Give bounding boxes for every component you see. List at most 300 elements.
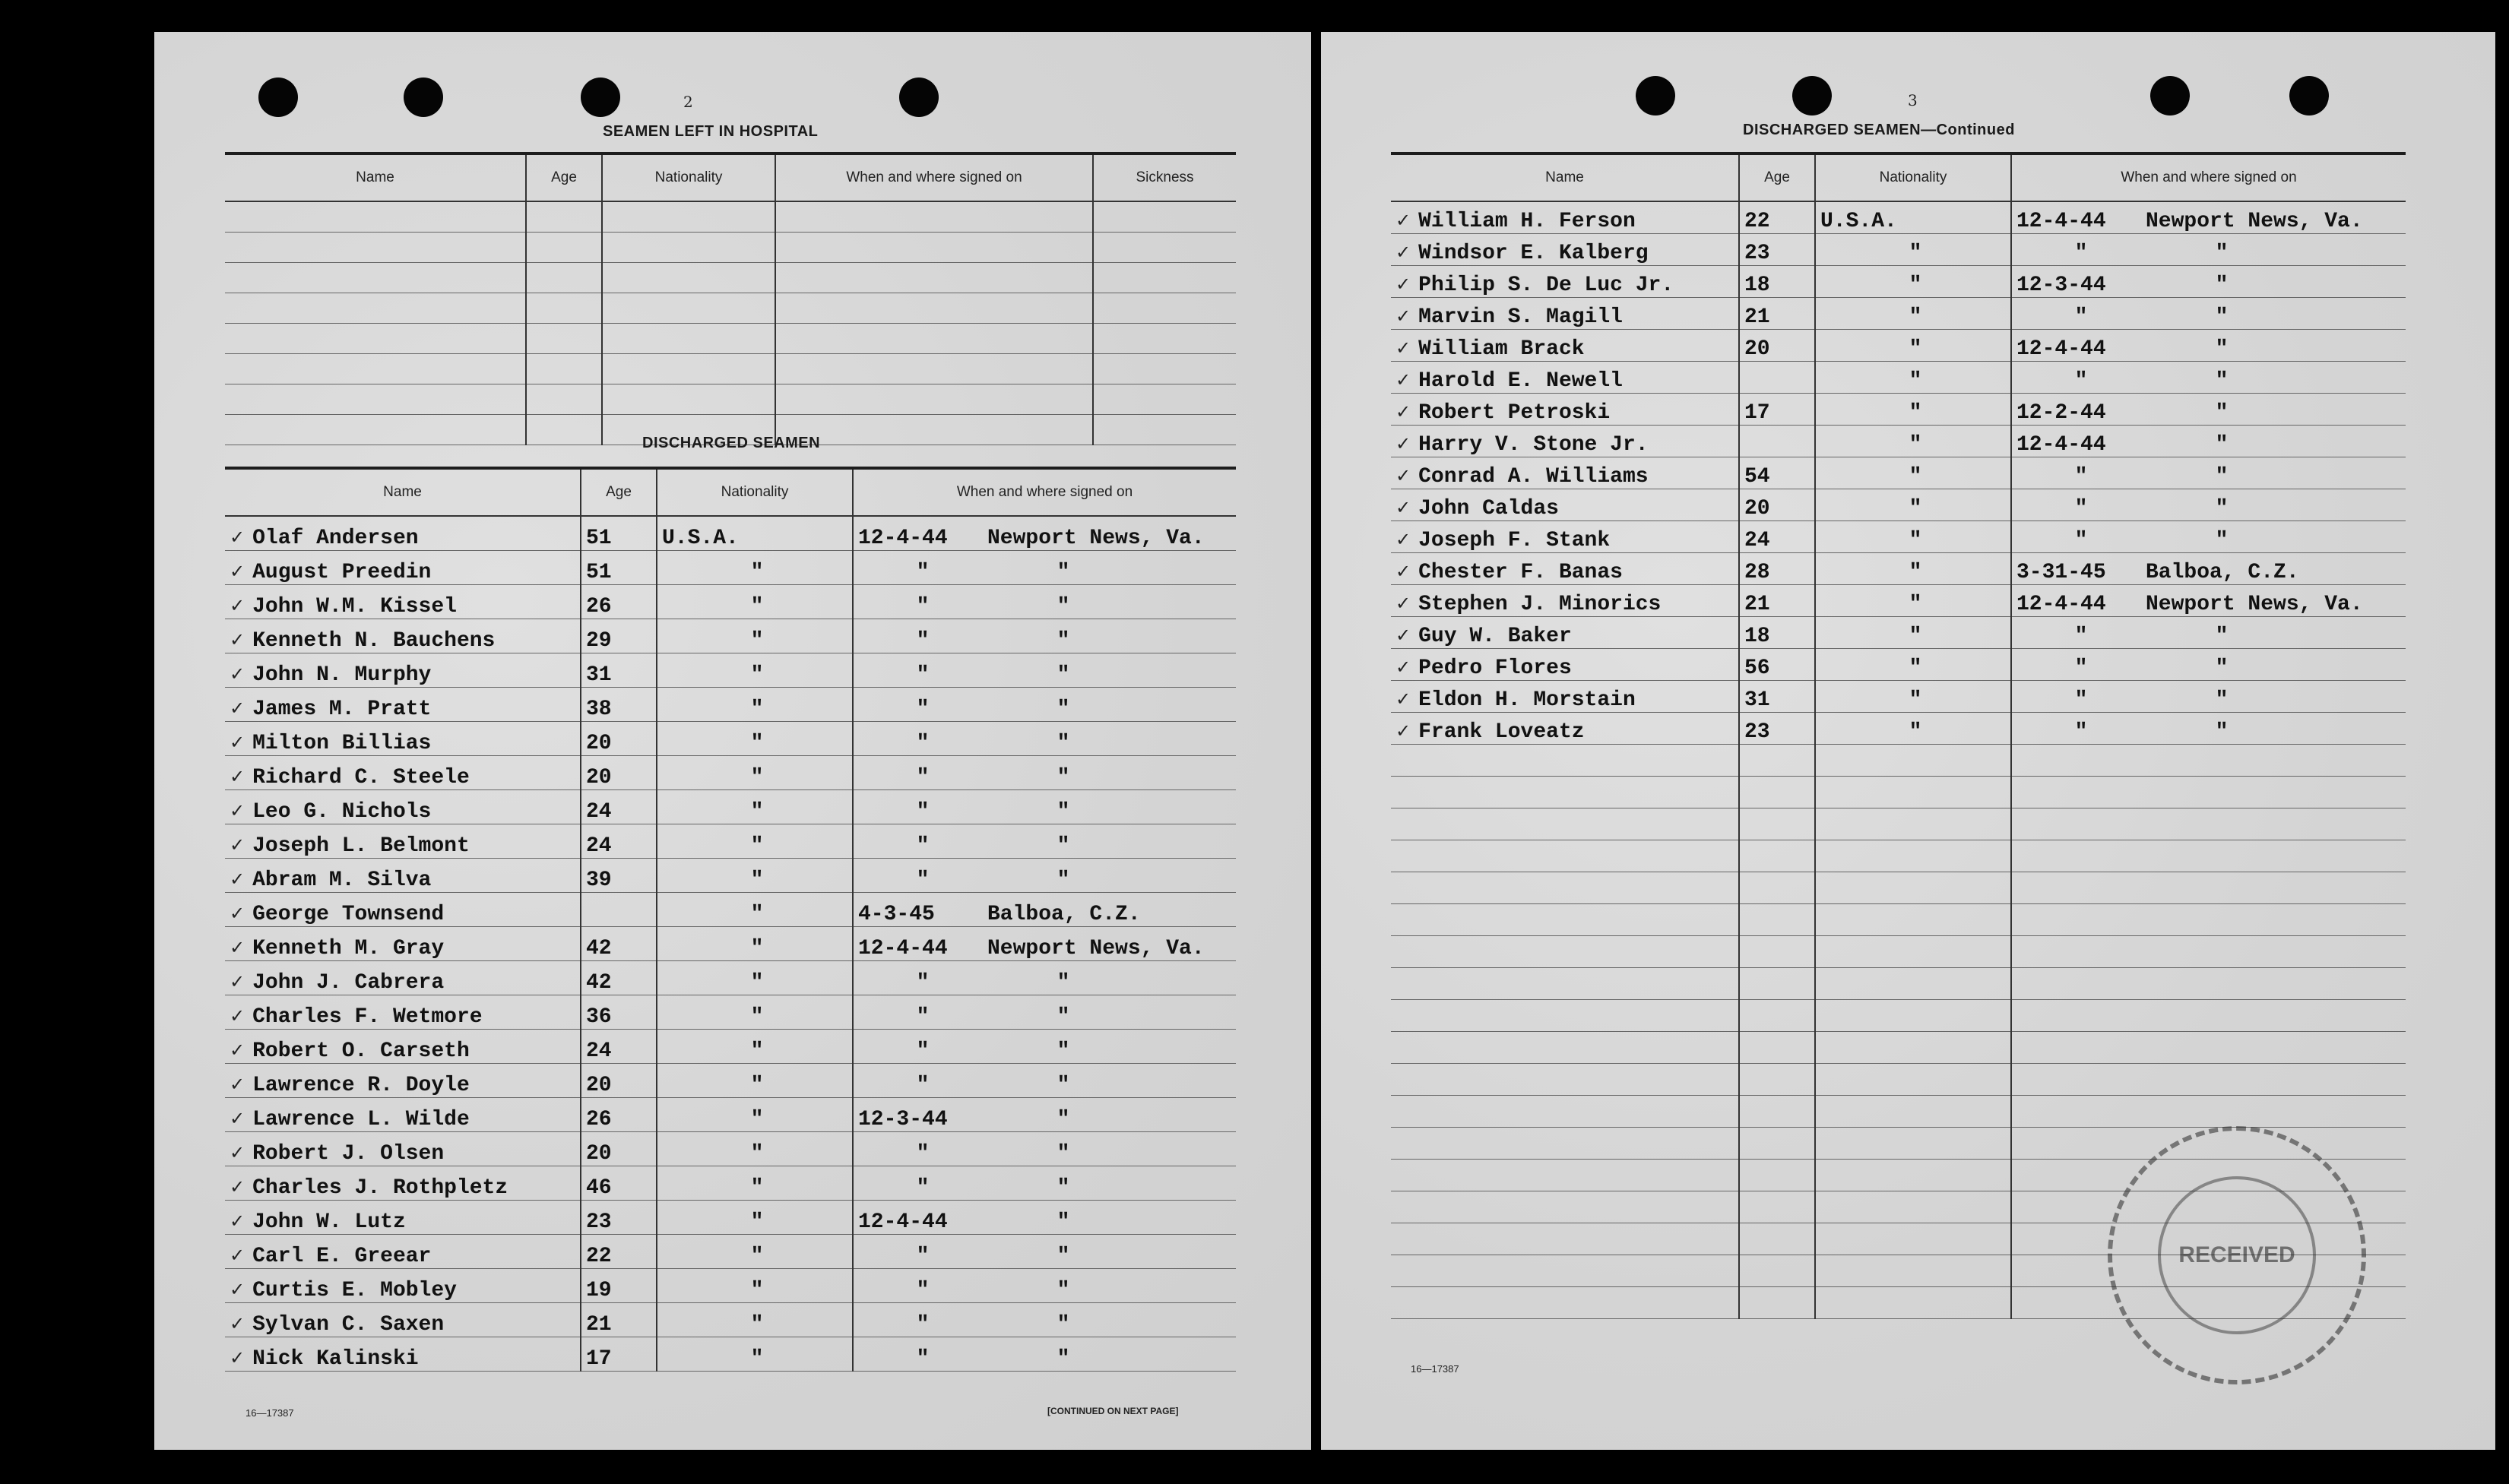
signed-place: Newport News, Va. — [2146, 209, 2363, 233]
blank-cell — [1815, 1223, 2011, 1255]
seaman-name — [225, 1268, 581, 1302]
check-mark-icon: ✓ — [1395, 400, 1411, 422]
signed-on-cell — [853, 858, 1236, 892]
seaman-age: 21 — [581, 1302, 657, 1337]
seaman-name-text: Kenneth N. Bauchens — [252, 628, 496, 653]
check-mark-icon: ✓ — [230, 1039, 246, 1061]
table-row — [225, 1268, 1236, 1302]
signed-date: " — [916, 1039, 930, 1063]
check-mark-icon: ✓ — [1395, 592, 1411, 614]
seaman-nationality: " — [1815, 425, 2011, 457]
seaman-name — [1391, 712, 1739, 744]
signed-date: 12-4-44 — [2016, 592, 2106, 616]
blank-cell — [526, 414, 602, 445]
seaman-nationality: " — [1815, 616, 2011, 648]
seaman-age: 24 — [581, 789, 657, 824]
blank-cell — [602, 323, 775, 353]
blank-cell — [1739, 840, 1815, 872]
blank-cell — [1391, 840, 1739, 872]
check-mark-icon: ✓ — [230, 799, 246, 821]
seaman-name-text: John W.M. Kissel — [252, 594, 457, 619]
seaman-name-text: Conrad A. Williams — [1418, 464, 1649, 489]
signed-date: " — [916, 834, 930, 858]
seaman-name — [1391, 329, 1739, 361]
signed-place: " — [1057, 1244, 1070, 1268]
header-name: Name — [225, 468, 581, 516]
table-row — [225, 1166, 1236, 1200]
seaman-age: 31 — [581, 653, 657, 687]
blank-cell — [225, 384, 526, 414]
seaman-name — [225, 1097, 581, 1131]
signed-on-cell — [2011, 521, 2406, 552]
blank-row — [1391, 903, 2406, 935]
table-row — [1391, 393, 2406, 425]
signed-place: " — [1057, 1175, 1070, 1200]
table-row — [225, 1302, 1236, 1337]
blank-cell — [1391, 1159, 1739, 1191]
signed-date: 12-2-44 — [2016, 400, 2106, 425]
signed-on-cell — [2011, 425, 2406, 457]
seaman-name — [225, 550, 581, 584]
check-mark-icon: ✓ — [1395, 369, 1411, 391]
blank-cell — [1093, 293, 1236, 323]
table-row — [225, 1337, 1236, 1371]
blank-cell — [1391, 967, 1739, 999]
blank-cell — [1815, 903, 2011, 935]
seaman-name-text: George Townsend — [252, 902, 445, 926]
signed-date: " — [916, 1073, 930, 1097]
signed-place: " — [1057, 868, 1070, 892]
signed-on-cell — [2011, 616, 2406, 648]
check-mark-icon: ✓ — [230, 663, 246, 685]
seaman-name-text: James M. Pratt — [252, 697, 432, 721]
seaman-nationality: " — [657, 653, 853, 687]
seaman-name-text: Leo G. Nichols — [252, 799, 432, 824]
blank-cell — [1093, 353, 1236, 384]
header-age: Age — [526, 153, 602, 201]
blank-cell — [775, 201, 1093, 232]
seaman-name — [225, 1131, 581, 1166]
discharged-table-left — [225, 467, 1236, 1372]
seaman-name-text: William H. Ferson — [1418, 209, 1636, 233]
seaman-age: 24 — [581, 824, 657, 858]
seaman-name — [225, 1234, 581, 1268]
header-signed-on: When and where signed on — [775, 153, 1093, 201]
check-mark-icon: ✓ — [230, 1005, 246, 1027]
signed-date: " — [2074, 464, 2088, 489]
signed-date: " — [2074, 720, 2088, 744]
signed-place: " — [2215, 400, 2229, 425]
signed-date: 12-3-44 — [858, 1107, 948, 1131]
seaman-age: 20 — [581, 755, 657, 789]
seaman-age: 42 — [581, 926, 657, 960]
signed-date: " — [916, 1346, 930, 1371]
blank-cell — [1093, 323, 1236, 353]
blank-cell — [526, 293, 602, 323]
seaman-name — [1391, 297, 1739, 329]
signed-on-cell — [2011, 361, 2406, 393]
seaman-name-text: Harold E. Newell — [1418, 369, 1623, 393]
check-mark-icon: ✓ — [1395, 432, 1411, 454]
punch-hole — [1792, 76, 1832, 115]
seaman-name — [225, 1029, 581, 1063]
blank-row — [1391, 935, 2406, 967]
seaman-name-text: Richard C. Steele — [252, 765, 470, 789]
blank-cell — [526, 232, 602, 262]
blank-cell — [1093, 414, 1236, 445]
signed-on-cell — [2011, 648, 2406, 680]
check-mark-icon: ✓ — [230, 1107, 246, 1129]
blank-row — [1391, 999, 2406, 1031]
table-row — [225, 926, 1236, 960]
check-mark-icon: ✓ — [230, 594, 246, 616]
signed-on-cell — [853, 995, 1236, 1029]
seaman-nationality: " — [1815, 457, 2011, 489]
stamp-text: RECEIVED — [2158, 1176, 2316, 1334]
seaman-age: 54 — [1739, 457, 1815, 489]
check-mark-icon: ✓ — [230, 1175, 246, 1198]
check-mark-icon: ✓ — [1395, 528, 1411, 550]
seaman-nationality: " — [657, 960, 853, 995]
signed-date: 12-3-44 — [2016, 273, 2106, 297]
seaman-age: 56 — [1739, 648, 1815, 680]
blank-cell — [1739, 1255, 1815, 1286]
seaman-age: 17 — [581, 1337, 657, 1371]
blank-cell — [1815, 1031, 2011, 1063]
header-nationality: Nationality — [657, 468, 853, 516]
seaman-age: 20 — [1739, 329, 1815, 361]
blank-cell — [775, 262, 1093, 293]
seaman-name-text: Robert O. Carseth — [252, 1039, 470, 1063]
seaman-name — [1391, 521, 1739, 552]
seaman-nationality: " — [657, 619, 853, 653]
seaman-age: 51 — [581, 550, 657, 584]
signed-on-cell — [853, 1337, 1236, 1371]
seaman-age: 22 — [581, 1234, 657, 1268]
signed-place: " — [1057, 1312, 1070, 1337]
blank-cell — [2011, 999, 2406, 1031]
signed-on-cell — [853, 1302, 1236, 1337]
signed-on-cell — [2011, 489, 2406, 521]
table-row — [1391, 425, 2406, 457]
blank-cell — [526, 262, 602, 293]
punch-hole — [1636, 76, 1675, 115]
signed-place: " — [1057, 628, 1070, 653]
blank-cell — [1815, 776, 2011, 808]
signed-date: " — [916, 731, 930, 755]
seaman-age: 20 — [581, 1063, 657, 1097]
seaman-name — [1391, 489, 1739, 521]
seaman-name — [1391, 584, 1739, 616]
blank-cell — [1815, 1127, 2011, 1159]
seaman-name-text: William Brack — [1418, 337, 1585, 361]
signed-date: " — [916, 697, 930, 721]
signed-date: 4-3-45 — [858, 902, 935, 926]
blank-cell — [775, 384, 1093, 414]
seaman-name-text: Kenneth M. Gray — [252, 936, 445, 960]
check-mark-icon: ✓ — [230, 970, 246, 992]
seaman-age: 21 — [1739, 297, 1815, 329]
blank-cell — [1739, 999, 1815, 1031]
blank-cell — [1739, 935, 1815, 967]
check-mark-icon: ✓ — [1395, 656, 1411, 678]
seaman-age: 51 — [581, 516, 657, 550]
right-page — [1321, 32, 2495, 1450]
table-row — [1391, 297, 2406, 329]
seaman-nationality: " — [657, 892, 853, 926]
seaman-nationality: " — [657, 1234, 853, 1268]
signed-date: " — [2074, 369, 2088, 393]
seaman-name — [225, 516, 581, 550]
signed-on-cell — [2011, 329, 2406, 361]
seaman-name-text: John N. Murphy — [252, 663, 432, 687]
blank-cell — [775, 323, 1093, 353]
signed-on-cell — [853, 1029, 1236, 1063]
table-row — [225, 1200, 1236, 1234]
check-mark-icon: ✓ — [1395, 464, 1411, 486]
seaman-name-text: Robert J. Olsen — [252, 1141, 445, 1166]
signed-on-cell — [2011, 393, 2406, 425]
header-nationality: Nationality — [1815, 153, 2011, 201]
signed-date: 3-31-45 — [2016, 560, 2106, 584]
blank-cell — [1815, 999, 2011, 1031]
seaman-nationality: " — [1815, 265, 2011, 297]
seaman-name — [225, 1302, 581, 1337]
blank-row — [225, 262, 1236, 293]
signed-date: " — [916, 560, 930, 584]
check-mark-icon: ✓ — [1395, 241, 1411, 263]
check-mark-icon: ✓ — [1395, 496, 1411, 518]
punch-hole — [899, 78, 939, 117]
table-row — [1391, 680, 2406, 712]
punch-hole — [2150, 76, 2190, 115]
header-sickness: Sickness — [1093, 153, 1236, 201]
blank-cell — [1391, 1063, 1739, 1095]
table-row — [225, 755, 1236, 789]
blank-cell — [1815, 1159, 2011, 1191]
check-mark-icon: ✓ — [230, 1210, 246, 1232]
seaman-name — [225, 960, 581, 995]
signed-on-cell — [2011, 297, 2406, 329]
seaman-age: 21 — [1739, 584, 1815, 616]
blank-cell — [1739, 776, 1815, 808]
blank-cell — [1739, 967, 1815, 999]
signed-place: " — [2215, 496, 2229, 521]
seaman-name — [1391, 552, 1739, 584]
table-row — [225, 858, 1236, 892]
check-mark-icon: ✓ — [230, 526, 246, 548]
seaman-name-text: Milton Billias — [252, 731, 432, 755]
seaman-nationality: " — [657, 584, 853, 619]
seaman-name — [225, 653, 581, 687]
signed-date: 12-4-44 — [2016, 337, 2106, 361]
signed-place: " — [1057, 1039, 1070, 1063]
signed-on-cell — [853, 516, 1236, 550]
blank-row — [1391, 1095, 2406, 1127]
blank-cell — [1815, 967, 2011, 999]
signed-on-cell — [853, 789, 1236, 824]
check-mark-icon: ✓ — [230, 1141, 246, 1163]
seaman-nationality: " — [1815, 489, 2011, 521]
hospital-section-title: SEAMEN LEFT IN HOSPITAL — [603, 123, 819, 140]
punch-hole — [2289, 76, 2329, 115]
seaman-name-text: Marvin S. Magill — [1418, 305, 1623, 329]
seaman-age: 36 — [581, 995, 657, 1029]
signed-place: Balboa, C.Z. — [2146, 560, 2299, 584]
check-mark-icon: ✓ — [1395, 624, 1411, 646]
check-mark-icon: ✓ — [1395, 337, 1411, 359]
seaman-name-text: Nick Kalinski — [252, 1346, 419, 1371]
seaman-nationality: " — [1815, 361, 2011, 393]
blank-cell — [1739, 903, 1815, 935]
seaman-name — [1391, 265, 1739, 297]
seaman-name-text: John W. Lutz — [252, 1210, 406, 1234]
seaman-name-text: Lawrence R. Doyle — [252, 1073, 470, 1097]
signed-date: " — [916, 765, 930, 789]
check-mark-icon: ✓ — [230, 628, 246, 650]
blank-cell — [1739, 1159, 1815, 1191]
seaman-nationality: " — [657, 1337, 853, 1371]
seaman-name — [225, 892, 581, 926]
signed-on-cell — [853, 1131, 1236, 1166]
table-row — [225, 584, 1236, 619]
check-mark-icon: ✓ — [230, 834, 246, 856]
blank-row — [1391, 808, 2406, 840]
punch-hole — [258, 78, 298, 117]
seaman-name-text: Carl E. Greear — [252, 1244, 432, 1268]
blank-cell — [2011, 1031, 2406, 1063]
blank-cell — [2011, 808, 2406, 840]
seaman-nationality: " — [657, 1166, 853, 1200]
seaman-nationality: " — [657, 926, 853, 960]
signed-on-cell — [853, 824, 1236, 858]
blank-row — [225, 353, 1236, 384]
signed-date: " — [2074, 624, 2088, 648]
signed-date: " — [2074, 305, 2088, 329]
blank-cell — [526, 201, 602, 232]
left-page — [154, 32, 1311, 1450]
blank-row — [1391, 840, 2406, 872]
seaman-age: 28 — [1739, 552, 1815, 584]
seaman-age: 46 — [581, 1166, 657, 1200]
seaman-age: 20 — [581, 1131, 657, 1166]
blank-cell — [1391, 776, 1739, 808]
seaman-age: 26 — [581, 584, 657, 619]
signed-date: 12-4-44 — [2016, 209, 2106, 233]
punch-hole — [581, 78, 620, 117]
seaman-name — [1391, 680, 1739, 712]
seaman-age: 24 — [1739, 521, 1815, 552]
seaman-name — [225, 1166, 581, 1200]
seaman-name — [1391, 233, 1739, 265]
punch-hole — [404, 78, 443, 117]
blank-row — [1391, 1031, 2406, 1063]
seaman-age: 20 — [1739, 489, 1815, 521]
seaman-name — [225, 687, 581, 721]
blank-cell — [1815, 1255, 2011, 1286]
signed-on-cell — [853, 755, 1236, 789]
received-stamp — [2108, 1126, 2366, 1384]
check-mark-icon: ✓ — [230, 936, 246, 958]
seaman-name — [1391, 457, 1739, 489]
table-row — [225, 687, 1236, 721]
seaman-name-text: Abram M. Silva — [252, 868, 432, 892]
seaman-nationality: " — [657, 1131, 853, 1166]
blank-cell — [1093, 232, 1236, 262]
blank-cell — [225, 414, 526, 445]
signed-date: 12-4-44 — [2016, 432, 2106, 457]
signed-on-cell — [2011, 201, 2406, 233]
signed-place: " — [2215, 273, 2229, 297]
signed-date: " — [916, 628, 930, 653]
blank-cell — [1739, 1031, 1815, 1063]
blank-cell — [2011, 935, 2406, 967]
check-mark-icon: ✓ — [1395, 305, 1411, 327]
blank-cell — [602, 353, 775, 384]
signed-on-cell — [853, 1200, 1236, 1234]
check-mark-icon: ✓ — [230, 731, 246, 753]
blank-cell — [602, 262, 775, 293]
blank-cell — [1391, 1095, 1739, 1127]
signed-on-cell — [853, 1097, 1236, 1131]
seaman-age: 38 — [581, 687, 657, 721]
blank-cell — [526, 323, 602, 353]
signed-place: " — [1057, 560, 1070, 584]
seaman-name — [225, 824, 581, 858]
blank-cell — [1739, 808, 1815, 840]
seaman-name — [225, 1063, 581, 1097]
seaman-name — [225, 789, 581, 824]
blank-cell — [1391, 1286, 1739, 1318]
signed-place: " — [2215, 305, 2229, 329]
seaman-nationality: " — [657, 1302, 853, 1337]
signed-date: " — [916, 799, 930, 824]
blank-row — [1391, 967, 2406, 999]
blank-cell — [1739, 1127, 1815, 1159]
blank-cell — [225, 353, 526, 384]
seaman-nationality: " — [1815, 393, 2011, 425]
seaman-nationality: " — [1815, 712, 2011, 744]
blank-cell — [2011, 903, 2406, 935]
table-row — [225, 789, 1236, 824]
seaman-nationality: " — [657, 755, 853, 789]
table-row — [1391, 648, 2406, 680]
signed-date: 12-4-44 — [858, 1210, 948, 1234]
blank-cell — [1815, 872, 2011, 903]
header-name: Name — [1391, 153, 1739, 201]
blank-row — [1391, 872, 2406, 903]
blank-cell — [2011, 1063, 2406, 1095]
seaman-nationality: " — [657, 1268, 853, 1302]
blank-cell — [1391, 999, 1739, 1031]
seaman-name-text: John J. Cabrera — [252, 970, 445, 995]
header-signed-on: When and where signed on — [853, 468, 1236, 516]
seaman-name-text: John Caldas — [1418, 496, 1559, 521]
blank-cell — [1391, 903, 1739, 935]
table-row — [1391, 584, 2406, 616]
signed-on-cell — [2011, 457, 2406, 489]
seaman-name-text: Charles J. Rothpletz — [252, 1175, 508, 1200]
table-row — [225, 1029, 1236, 1063]
blank-cell — [1391, 808, 1739, 840]
check-mark-icon: ✓ — [230, 560, 246, 582]
check-mark-icon: ✓ — [230, 1244, 246, 1266]
signed-on-cell — [853, 1268, 1236, 1302]
signed-date: 12-4-44 — [858, 936, 948, 960]
seaman-age: 19 — [581, 1268, 657, 1302]
seaman-age: 23 — [581, 1200, 657, 1234]
table-row — [1391, 712, 2406, 744]
